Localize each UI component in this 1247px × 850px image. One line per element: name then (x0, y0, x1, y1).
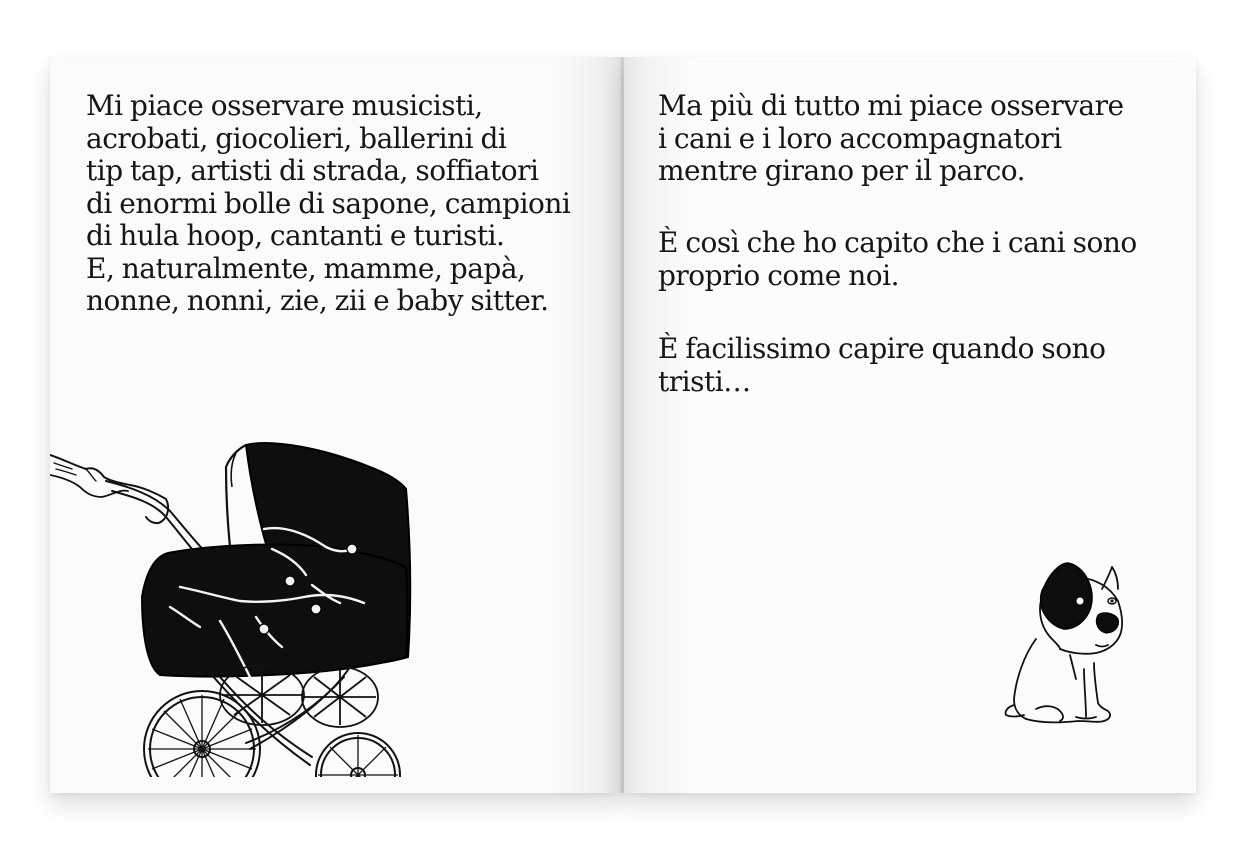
text-line: Ma più di tutto mi piace osservare (658, 89, 1124, 122)
text-line: di enormi bolle di sapone, campioni (86, 186, 571, 220)
text-line: E, naturalmente, mamme, papà, (86, 251, 526, 285)
text-line: acrobati, giocolieri, ballerini di (86, 121, 507, 155)
paragraph-2 (658, 227, 1137, 292)
left-page (50, 57, 621, 793)
left-page-text (86, 90, 570, 318)
text-line: È così che ho capito che i cani sono (658, 226, 1137, 259)
dog-illustration (1000, 559, 1140, 729)
paragraph-3 (658, 333, 1106, 398)
right-page (624, 57, 1196, 793)
text-line: mentre girano per il parco. (658, 154, 1026, 187)
paragraph-1 (658, 90, 1124, 188)
text-line: È facilissimo capire quando sono (658, 332, 1106, 365)
text-line: tristi… (658, 364, 751, 398)
text-line: proprio come noi. (658, 258, 899, 292)
pram-illustration (50, 377, 430, 777)
text-line: tip tap, artisti di strada, soffiatori (86, 154, 539, 187)
text-line: di hula hoop, cantanti e turisti. (86, 219, 505, 252)
text-line: i cani e i loro accompagnatori (658, 121, 1062, 155)
text-line: nonne, nonni, zie, zii e baby sitter. (86, 284, 549, 317)
text-line: Mi piace osservare musicisti, (86, 89, 483, 122)
